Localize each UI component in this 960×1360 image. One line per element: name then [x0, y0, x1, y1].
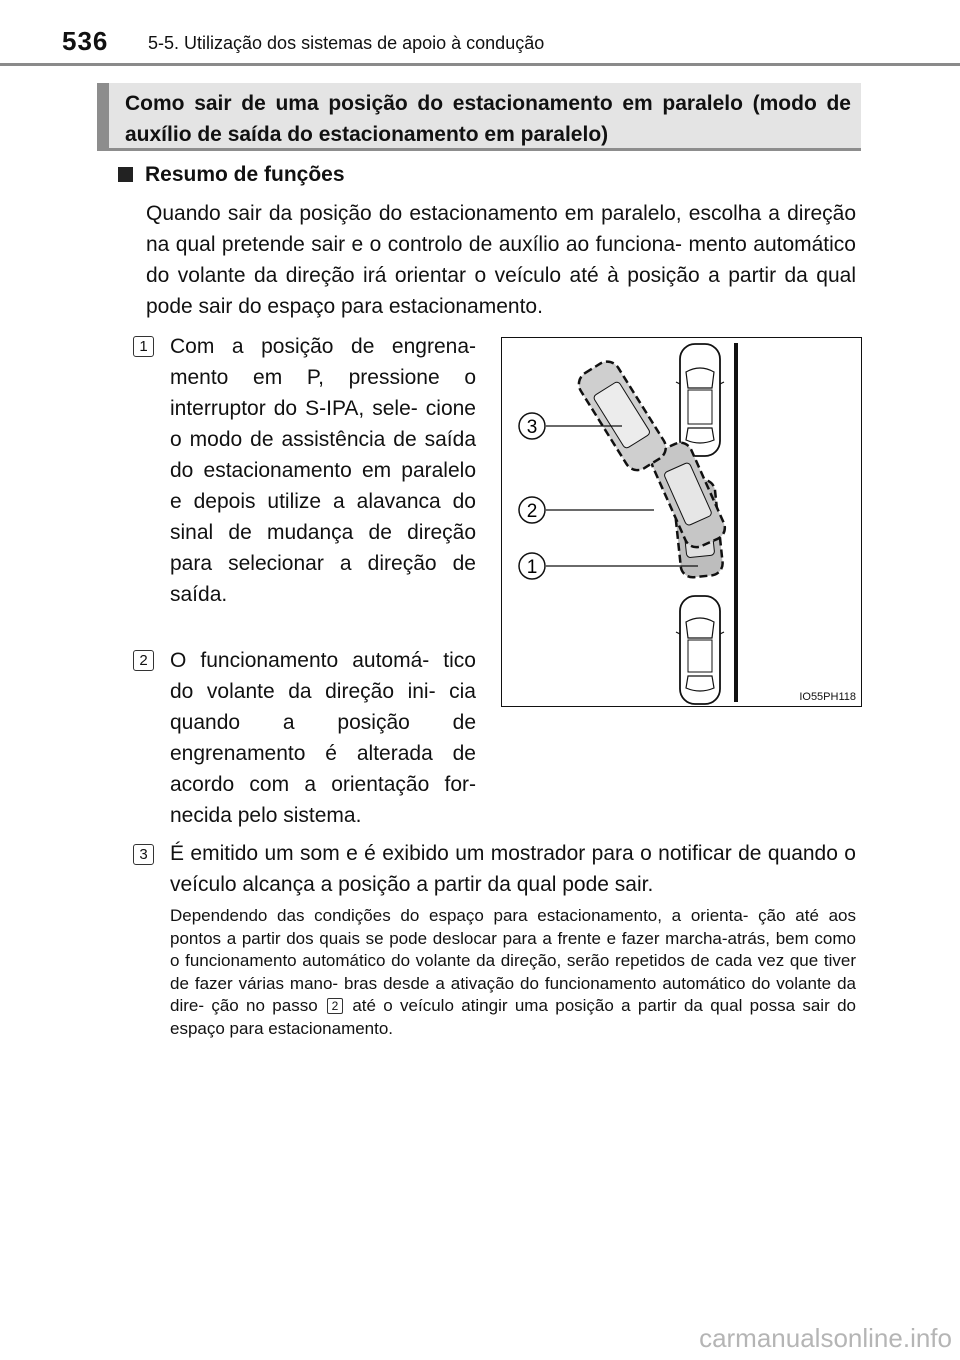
callout-3-label: 3 — [526, 417, 538, 438]
note-text-after: até o veículo atingir uma posição a partir da qual possa sair do espaço para estacionamento. — [170, 996, 856, 1038]
parking-diagram — [502, 338, 863, 708]
step-1-badge: 1 — [133, 336, 154, 357]
parking-exit-figure — [501, 337, 862, 707]
callout-2-label: 2 — [526, 501, 538, 522]
section-heading — [118, 163, 345, 187]
callout-1-label: 1 — [526, 557, 538, 578]
intro-paragraph: Quando sair da posição do estacionamento em paralelo, escolha a direção na qual pretende sair e o controlo de auxílio ao funciona- mento automático do volante da direção irá orientar o veículo até à posição a partir da qual pode sair do espaço para estacionamento. — [146, 202, 856, 318]
header-rule — [0, 63, 960, 66]
note-step-badge: 2 — [327, 998, 343, 1014]
figure-code: IO55PH118 — [799, 691, 856, 703]
section-heading-text: Resumo de funções — [145, 163, 345, 186]
parked-car-front — [676, 344, 724, 456]
step-2-badge: 2 — [133, 650, 154, 671]
section-title: Como sair de uma posição do estacionamento em paralelo (modo de auxílio de saída do estacionamento em paralelo) — [125, 92, 851, 146]
parked-car-rear — [676, 596, 724, 704]
step-3-text: É emitido um som e é exibido um mostrador para o notificar de quando o veículo alcança a posição a partir da qual pode sair. — [170, 842, 856, 896]
step-2-text: O funcionamento automá- tico do volante da direção ini- cia quando a posição de engrenamento é alterada de acordo com a orientação for- necida pelo sistema. — [170, 649, 476, 827]
step-1-text: Com a posição de engrena- mento em P, pressione o interruptor do S-IPA, sele- cione o modo de assistência de saída do estacionamento em paralelo e depois utilize a alavanca do sinal de mudança de direção para selecionar a direção de saída. — [170, 335, 476, 606]
note-paragraph — [170, 905, 856, 1041]
step-3-badge: 3 — [133, 844, 154, 865]
vehicle-position-3 — [574, 357, 671, 475]
watermark: carmanualsonline.info — [699, 1323, 952, 1353]
page-number: 536 — [62, 26, 109, 56]
square-bullet-icon — [118, 167, 133, 182]
running-head: 5-5. Utilização dos sistemas de apoio à condução — [148, 33, 545, 53]
note-text-before: Dependendo das condições do espaço para estacionamento, a orienta- ção até aos pontos a partir dos quais se pode deslocar para a frente e fazer marcha-atrás, bem como o funcionamento automático do volante da direção, serão repetidos de cada vez que tiver de fazer várias mano- bras desde a ativação do funcionamento automático do volante da dire- ção no passo — [170, 906, 856, 1016]
title-box — [97, 83, 861, 151]
